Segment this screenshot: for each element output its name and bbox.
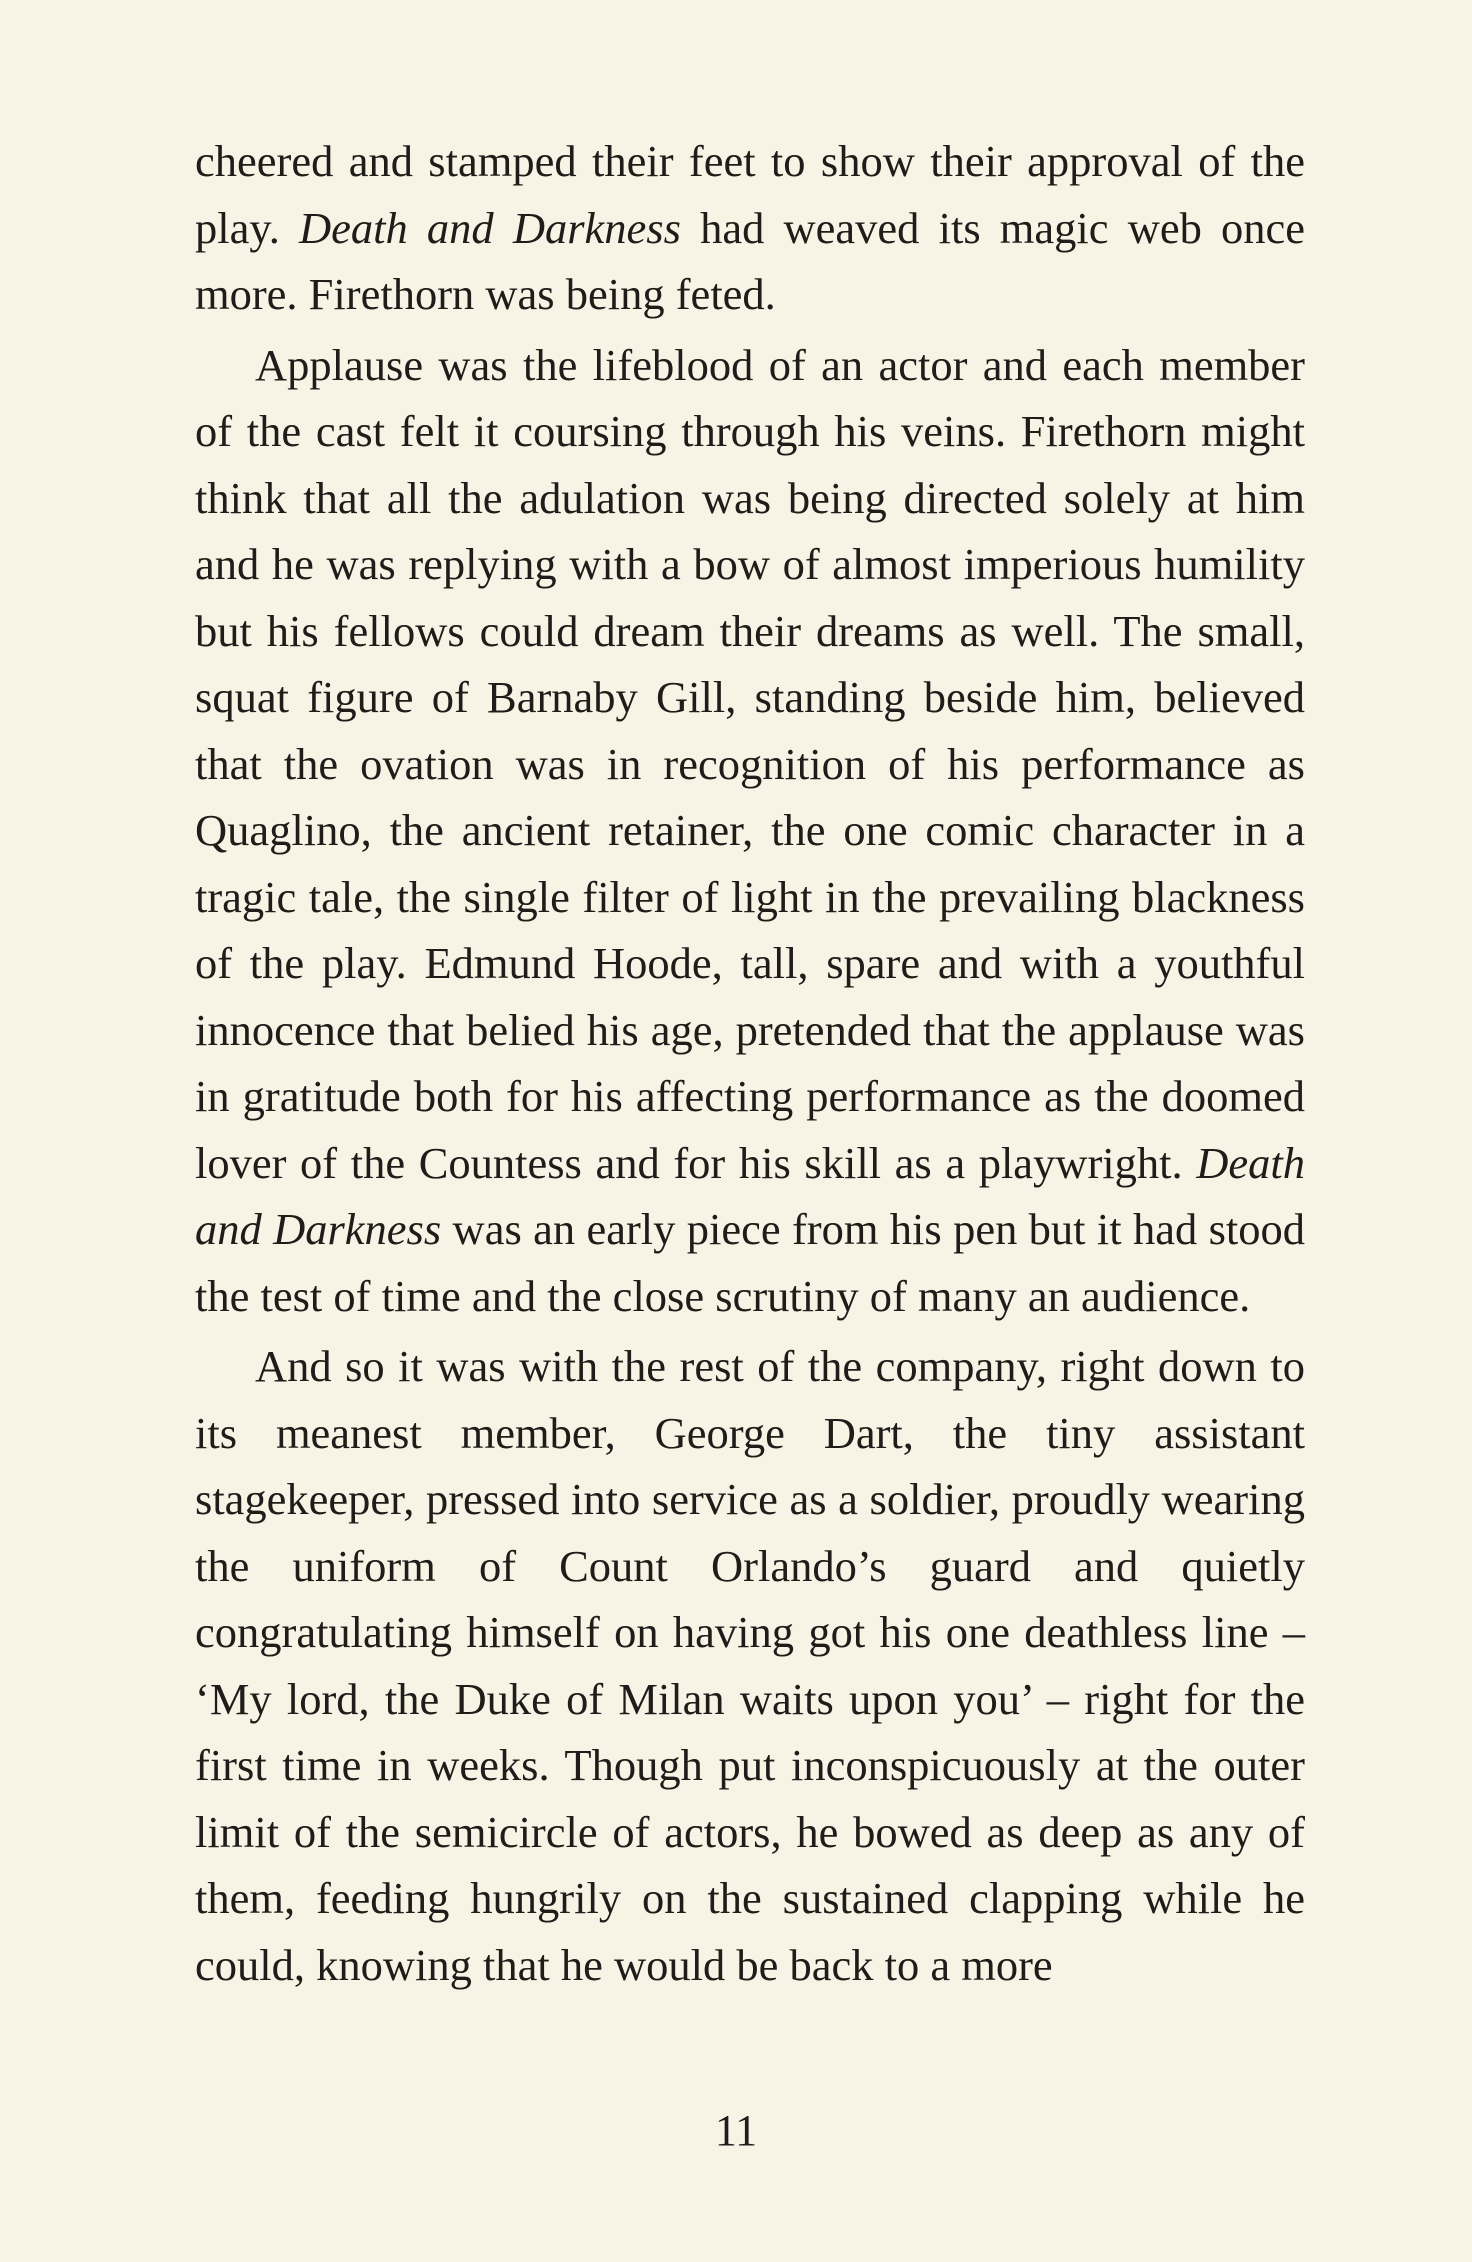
text-segment: had weaved its magic web once more. Firethorn was being feted. [195,202,1305,319]
paragraph-3 [195,1333,1305,1998]
text-segment-italic: Death and Darkness [195,1137,1305,1254]
paragraph-2 [195,332,1305,1330]
text-segment: Applause was the lifeblood of an actor and each member of the cast felt it coursing through his veins. Firethorn might think that all the adulation was being directed solely at him and he was replying with a bow of almost imperious humility but his fellows could dream their dreams as well. The small, squat figure of Barnaby Gill, standing beside him, believed that the ovation was in recognition of his performance as Quaglino, the ancient retainer, the one comic character in a tragic tale, the single filter of light in the prevailing blackness of the play. Edmund Hoode, tall, spare and with a youthful innocence that belied his age, pretended that the applause was in gratitude both for his affecting performance as the doomed lover of the Countess and for his skill as a playwright. [195,339,1305,1188]
text-segment-italic: Death and Darkness [299,202,681,253]
text-segment: And so it was with the rest of the company, right down to its meanest member, George Dart, the tiny assistant stagekeeper, pressed into service as a soldier, proudly wearing the uniform of Count Orlando’s guard and quietly congratulating himself on having got his one deathless line – ‘My lord, the Duke of Milan waits upon you’ – right for the first time in weeks. Though put inconspicuously at the outer limit of the semicircle of actors, he bowed as deep as any of them, feeding hungrily on the sustained clapping while he could, knowing that he would be back to a more [195,1341,1305,1990]
page-number: 11 [714,2106,758,2155]
text-segment: was an early piece from his pen but it had stood the test of time and the close scrutiny of many an audience. [195,1204,1306,1321]
paragraph-1 [195,128,1305,328]
body-text [195,128,1305,2002]
text-segment: cheered and stamped their feet to show their approval of the play. [195,136,1305,253]
